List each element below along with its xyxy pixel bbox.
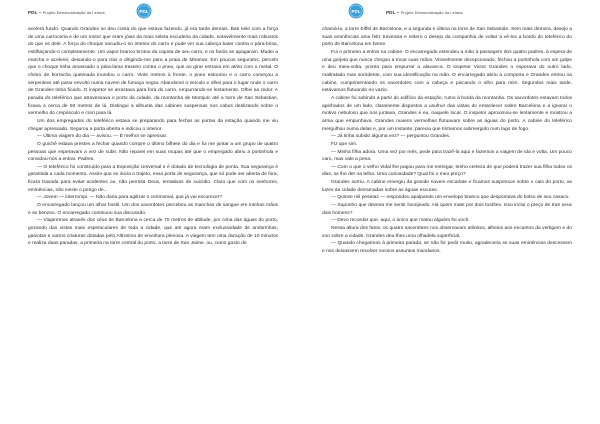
paragraph: A cabine foi subindo a partir do edifício da estação, rumo à borda da montanha. Os sacerdotes estavam todos apinhados de um lado, claramente dispostos a usufruir das vistas do entardecer sobre Barcelona e a ignorar o motivo nebuloso que nos juntava, Grandes e eu, naquele local. O inspetor aproximou-se lentamente e mostrou a arma que empunhava. Grandes nuvens vermelhas flutuavam sobre as águas do porto. A cabine do teleférico mergulhou numa delas e, por um instante, parecia que tínhamos submergido num lago de fogo. <box>322 95 572 132</box>
paragraph: — Quando chegarmos à primeira parada, se não for pedir muito, agradeceria se suas eminências descessem e nos deixassem resolver nossos assuntos mundanos. <box>322 241 572 255</box>
paragraph: — Quinze mil pesetas — respondeu apalpando um envelope branco que despontava do bolso de seu casaco. <box>331 195 570 201</box>
logo-text: PDL <box>351 8 361 14</box>
left-page-body <box>28 26 278 248</box>
paragraph: — Suponho que deveria me sentir lisonjeado. Há quem mate por dois tostões. Isso inclui o preço de trair seus dois homens? <box>322 203 572 216</box>
paragraph: — Minha filha adora. Uma vez por mês, pede para trazê-la aqui e fazemos a viagem de ida e volta. Um pouco caro, mas vale a pena. <box>322 149 572 163</box>
header-series-title: Projeto Democratização da Leitura <box>42 11 105 15</box>
header-label: PDL <box>386 10 396 15</box>
paragraph: Fui o primeiro a entrar na cabine. O encarregado estendeu a mão à passagem dos quatro padres, à espera de uma gorjeta que nunca chegou a tocar suas mãos. Visivelmente decepcionado, fechou a portinhola com um golpe e deu meia-volta, pronto para empurrar a alavanca. O inspetor Victor Grandes o esperava do outro lado, maltratado mas sorridente, com sua identificação na mão. O encarregado abriu a comporta e Grandes entrou na cabine, cumprimentando os sacerdotes com a cabeça e piscando o olho para mim. Segundos mais tarde, estávamos flutuando no vazio. <box>322 49 572 94</box>
paragraph: Um dos empregados do teleférico estava se preparando para fechar as portas da estação quando me viu chegar apressado. Segurou a porta aberta e indicou o interior. <box>28 118 278 132</box>
pdl-logo-icon <box>348 3 364 19</box>
right-page <box>300 0 600 424</box>
paragraph: Fiz que sim. <box>331 141 358 147</box>
paragraph: — Viajaremos através dos céus de Barcelona a cerca de 70 metros de altitude, por cima das águas do porto, gozando das vistas mais espetaculares de toda a cidade, que até agora eram exclusividade de andorinhas, gaivotas e outros criaturas dotadas pelo Altíssimo de envoltura plenosa. A viagem tem uma duração de 10 minutos e realiza duas paradas, a primeira na torre central do porto, a torre de San Jaime, ou, como gosto de <box>28 218 278 247</box>
header-series-title: Projeto Democratização da Leitura <box>400 11 463 15</box>
paragraph: Nessa altura dos fatos, os quatro sacerdotes nos observavam atônitos, alheios aos encantos da vertigem e do voo sobre a cidade. Grandes deu-lhes uma olhadela superficial. <box>322 226 572 239</box>
right-page-body <box>322 26 572 256</box>
paragraph: O guichê estava prestes a fechar quando compre o último bilhete do dia e fui me juntar a um grupo de quatro pessoas que esperavam a vez de subir. Não reparei em suas roupas até que o empregado abriu a portinhola e convidou-nos a entrar. Padres. <box>28 141 278 163</box>
paragraph: — Com o que o velho Vidal lhe pagou para me entregar, tenho certeza de que poderá trazer sua filha todos os dias, se lhe der na telha. Uma curiosidade? Qual foi o meu preço? <box>322 164 572 178</box>
header-label: PDL <box>28 10 38 15</box>
paragraph: — Devo recordar que, aqui, o único que matou alguém foi você. <box>331 218 470 224</box>
page-header: PDL – Projeto Democratização da Leitura <box>28 10 105 15</box>
paragraph: — Jovem — interrompi. — Não daria para agilizar o cerimonial, que já vai escurecer? <box>37 195 223 201</box>
paragraph: — O teleférico foi construído para a Exposição Universal e é dotado de tecnologia de ponta. Sua segurança é garantida a cada momento. Assim que se inicia o trajeto, essa porta de segurança, que só pode ser aberta de fora, ficará travada para evitar acidentes ou, não permita Deus, tentativas de suicídio. Claro que com os senhores, eminências, não existe o perigo de... <box>28 164 278 193</box>
paragraph: — Já tinha subido alguma vez? — perguntou Grandes. <box>331 134 451 140</box>
paragraph: O encarregado lançou um olhar hostil. Um dos sacerdotes percebeu as manchas de sangue em minhas mãos e se benzeu. O encarregado continuou sua discussão. <box>28 203 278 216</box>
paragraph: Grandes sorriu. A cabine emergiu da grande nuvem escarlate e ficamos suspensos sobre o cais do porto, as luzes da cidade derramadas sobre as águas escuras. <box>322 180 572 193</box>
paragraph: — Última viagem do dia — avisou. — É melhor se apressar. <box>37 134 168 140</box>
paragraph: chamá-la, a torre Eiffel de Barcelona, e a segunda e última na torre de San Sebastián. Sem mais demora, desejo a suas eminências uma feliz travessia e reitero o desejo da companhia de voltar a vê-los a bordo do teleférico do porto de Barcelona em breve. <box>322 27 572 48</box>
paragraph: acelerá fundo. Quando Grandes se deu conta do que estava fazendo, já era tarde demais. Bati nele com a força de uma carroceria e de um motor que eram jóias da mais seleta escuderia da cidade, notavelmente mais robustos do que os dele. A força do choque sacudiu-o no interior do carro e pude ver sua cabeça bater contra o pára-brisa, estilhaçando-o completamente. Um vapor branco brotou da capota de seu carro, e os faróis se apagaram. Mudei a marcha e acelerei, deixando-o para trás e dirigindo-me para a praia de Miramar. Em poucos segundos, percebi que o choque tinha amassado o pára-lama traseiro contra o pneu, que ao girar entrava em atrito com o metal. O cheiro de borracha queimada inundou o carro. Vinte metros à frente, o pneu estourou e o carro começou a serpentear até parar envolto numa nuvem de fumaça negra. Abandonei o veículo e olhei para o lugar onde o carro de Grandes tinha ficado. O inspetor se arrastava para fora do carro, empurrando-se lentamente. Olhei ao redor. A parada do teleférico que atravessava o porto da cidade, da montanha de Montjuïc até a torre de San Sebastian, ficava a cerca de 50 metros de lá. Distingui a silhueta das cabines suspensas nos cabos deslizando sobre o vermelho do crepúsculo e corri para lá. <box>28 27 278 117</box>
logo-text: PDL <box>139 8 149 14</box>
pdl-logo-icon <box>136 3 152 19</box>
page-header: PDL – Projeto Democratização da Leitura <box>386 10 463 15</box>
